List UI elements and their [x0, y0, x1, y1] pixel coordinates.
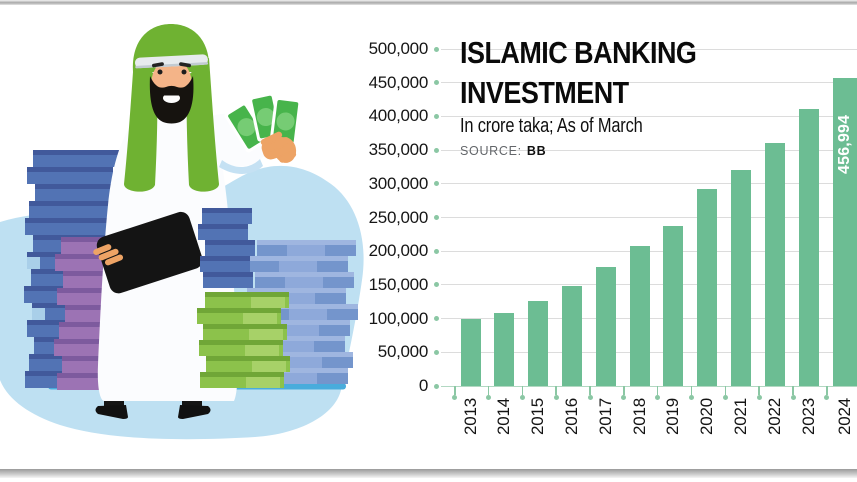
banknote-highlight [285, 277, 323, 288]
banknote [35, 189, 121, 201]
x-tick-dot [486, 395, 491, 400]
y-grid-dot [434, 350, 439, 355]
y-axis-label: 450,000 [368, 72, 428, 92]
banknote [25, 218, 111, 223]
bar-2016 [562, 286, 582, 386]
bar-2020 [697, 189, 717, 386]
bar-2017 [596, 267, 616, 386]
chart-header [460, 33, 732, 158]
bar-2018 [630, 246, 650, 386]
y-axis-label: 100,000 [368, 308, 428, 328]
banknote [205, 292, 289, 297]
chart-source [460, 144, 732, 158]
year-label-2013: 2013 [460, 397, 480, 435]
y-axis-label: 400,000 [368, 106, 428, 126]
x-tick-dot [655, 395, 660, 400]
card-bottom-border [0, 469, 857, 478]
bar-value-label: 456,994 [835, 114, 853, 174]
y-grid-dot [434, 181, 439, 186]
bar-2021 [731, 170, 751, 386]
bar-2022 [765, 143, 785, 386]
banknote [205, 245, 255, 256]
y-axis-label: 200,000 [368, 241, 428, 261]
y-grid-dot [434, 316, 439, 321]
banknote [200, 256, 250, 261]
x-tick [657, 386, 659, 395]
banknote [200, 261, 250, 272]
y-grid-dot [434, 384, 439, 389]
banknote [255, 272, 354, 277]
mustache [162, 92, 181, 96]
banknote [27, 167, 113, 172]
banknote [35, 184, 121, 189]
bar-2023 [799, 109, 819, 386]
x-tick [725, 386, 727, 395]
y-grid-dot [434, 80, 439, 85]
bar-2015 [528, 301, 548, 386]
year-label-2016: 2016 [561, 397, 581, 435]
y-axis-label: 150,000 [368, 274, 428, 294]
x-tick [555, 386, 557, 395]
x-tick-dot [824, 395, 829, 400]
y-axis-label: 50,000 [377, 342, 428, 362]
x-tick [826, 386, 828, 395]
banknote [249, 256, 348, 261]
businessman-illustration [0, 0, 430, 470]
banknote [202, 208, 252, 213]
y-grid-dot [434, 148, 439, 153]
year-label-2017: 2017 [595, 397, 615, 435]
banknote-highlight [243, 313, 277, 324]
banknote-highlight [279, 373, 317, 384]
money-stack-middle-blue [198, 208, 255, 288]
banknote [203, 324, 287, 329]
x-tick [522, 386, 524, 395]
x-tick [691, 386, 693, 395]
y-grid-dot [434, 114, 439, 119]
banknote [200, 372, 284, 377]
x-tick-dot [689, 395, 694, 400]
banknote [29, 206, 115, 218]
x-tick [792, 386, 794, 395]
year-label-2015: 2015 [528, 397, 548, 435]
banknote [25, 223, 111, 235]
banknote [206, 356, 290, 361]
x-tick-dot [588, 395, 593, 400]
banknote [29, 201, 115, 206]
y-grid-dot [434, 282, 439, 287]
chart-title-line2: INVESTMENT [460, 75, 629, 110]
x-tick [589, 386, 591, 395]
year-label-2022: 2022 [764, 397, 784, 435]
banknote [197, 308, 281, 313]
year-label-2024: 2024 [834, 397, 854, 435]
y-grid-dot [434, 215, 439, 220]
y-grid-dot [434, 47, 439, 52]
bar-2019 [663, 226, 683, 386]
banknote-highlight [251, 297, 285, 308]
banknote-highlight [252, 361, 286, 372]
banknote-highlight [249, 329, 283, 340]
year-label-2018: 2018 [629, 397, 649, 435]
x-tick-dot [621, 395, 626, 400]
card-top-border [0, 0, 857, 5]
banknote [198, 224, 248, 229]
year-label-2021: 2021 [731, 397, 751, 435]
banknote-highlight [287, 245, 325, 256]
banknote [202, 213, 252, 224]
gridline [441, 183, 857, 184]
banknote [205, 240, 255, 245]
banknote [33, 155, 119, 167]
y-axis-label: 500,000 [368, 39, 428, 58]
banknote-end [32, 308, 45, 320]
right-eye [182, 70, 187, 75]
x-tick-dot [757, 395, 762, 400]
y-axis-label: 0 [418, 376, 428, 395]
money-stack-green [197, 292, 290, 388]
banknote-highlight [279, 261, 317, 272]
bar-2014 [494, 313, 514, 386]
x-tick-dot [520, 395, 525, 400]
chart-title [460, 33, 696, 113]
chart-subtitle: In crore taka; As of March [460, 115, 643, 137]
x-tick-dot [723, 395, 728, 400]
banknote [199, 340, 283, 345]
banknote [203, 277, 253, 288]
year-label-2023: 2023 [798, 397, 818, 435]
source-label: SOURCE: [460, 144, 522, 158]
source-value: BB [526, 144, 547, 158]
x-tick-dot [452, 395, 457, 400]
year-label-2020: 2020 [697, 397, 717, 435]
year-label-2014: 2014 [494, 397, 514, 435]
gridline [441, 217, 857, 218]
y-axis-label: 350,000 [368, 140, 428, 160]
banknote [203, 272, 253, 277]
banknote-end [27, 257, 40, 269]
x-tick [454, 386, 456, 395]
year-label-2019: 2019 [663, 397, 683, 435]
banknote [33, 150, 119, 155]
x-tick [488, 386, 490, 395]
x-tick [623, 386, 625, 395]
chart-title-line1: ISLAMIC BANKING [460, 35, 697, 70]
banknote [27, 172, 113, 184]
y-grid-dot [434, 249, 439, 254]
bar-2013 [461, 319, 481, 386]
banknote-highlight [245, 345, 279, 356]
left-eye [158, 70, 163, 75]
x-tick-dot [554, 395, 559, 400]
y-axis-label: 250,000 [368, 207, 428, 227]
banknote [257, 240, 356, 245]
banknote-highlight [289, 309, 327, 320]
banknote [198, 229, 248, 240]
x-tick [758, 386, 760, 395]
banknote-highlight [246, 377, 280, 388]
x-tick-dot [791, 395, 796, 400]
y-axis-label: 300,000 [368, 173, 428, 193]
